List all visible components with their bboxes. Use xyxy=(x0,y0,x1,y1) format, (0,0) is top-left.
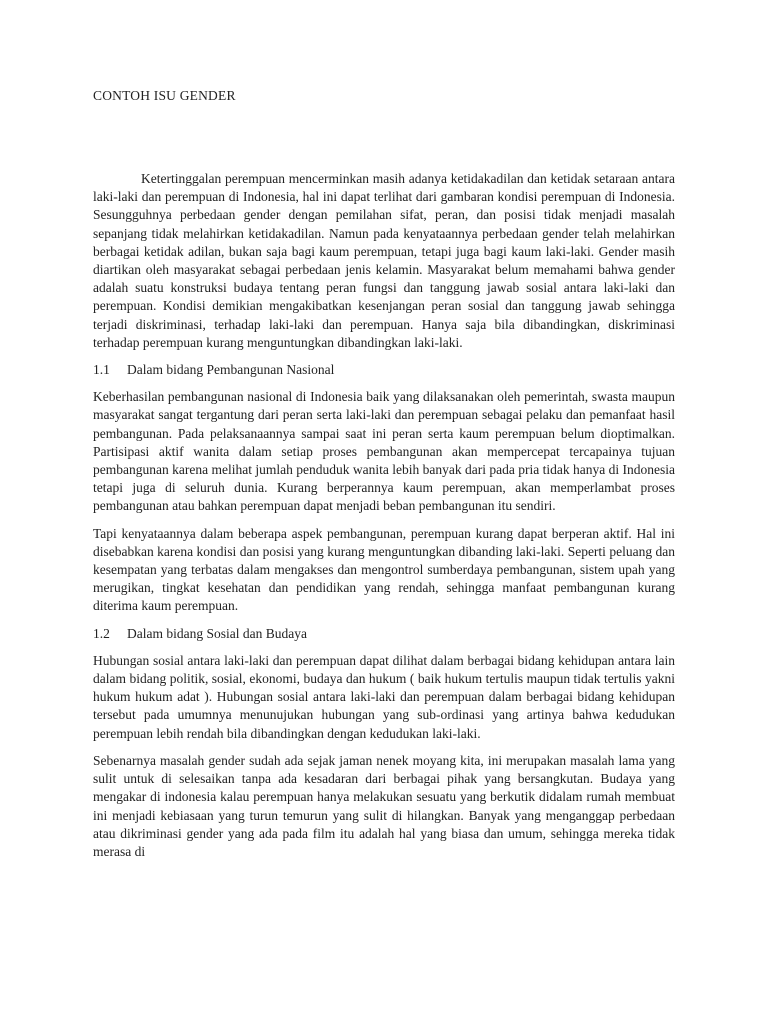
document-title: CONTOH ISU GENDER xyxy=(93,88,236,103)
section-number: 1.2 xyxy=(93,625,110,641)
section-heading-1-1 xyxy=(93,361,675,379)
section-title: Dalam bidang Sosial dan Budaya xyxy=(127,625,307,641)
intro-paragraph: Ketertinggalan perempuan mencerminkan masih adanya ketidakadilan dan ketidak setaraan antara laki-laki dan perempuan di Indonesia, hal ini dapat terlihat dari gambaran kondisi perempuan di Indonesia. Sesungguhnya perbedaan gender dengan pemilahan sifat, peran, dan posisi tidak menjadi masalah sepanjang tidak melahirkan ketidakadilan. Namun pada kenyataannya perbedaan gender telah melahirkan berbagai ketidak adilan, bukan saja bagi kaum perempuan, tetapi juga bagi kaum laki-laki. Gender masih diartikan oleh masyarakat sebagai perbedaan jenis kelamin. Masyarakat belum memahami bahwa gender adalah suatu konstruksi budaya tentang peran fungsi dan tanggung jawab sosial antara laki-laki dan perempuan. Kondisi demikian mengakibatkan kesenjangan peran sosial dan tanggung jawab sehingga terjadi diskriminasi, terhadap laki-laki dan perempuan. Hanya saja bila dibandingkan, diskriminasi terhadap perempuan kurang menguntungkan dibandingkan laki-laki. xyxy=(93,171,675,350)
document-body xyxy=(93,170,675,870)
body-paragraph: Keberhasilan pembangunan nasional di Indonesia baik yang dilaksanakan oleh pemerintah, swasta maupun masyarakat sangat tergantung dari peran serta laki-laki dan perempuan sebagai pelaku dan pemanfaat hasil pembangunan. Pada pelaksanaannya sampai saat ini peran serta kaum perempuan belum dioptimalkan. Partisipasi aktif wanita dalam setiap proses pembangunan akan mempercepat tercapainya tujuan pembangunan karena melihat jumlah penduduk wanita lebih banyak dari pada pria tidak hanya di Indonesia tetapi juga di seluruh dunia. Kurang berperannya kaum perempuan, akan memperlambat proses pembangunan atau bahkan perempuan dapat menjadi beban pembangunan itu sendiri. xyxy=(93,389,675,514)
section-number: 1.1 xyxy=(93,362,110,378)
body-paragraph: Tapi kenyataannya dalam beberapa aspek pembangunan, perempuan kurang dapat berperan aktif. Hal ini disebabkan karena kondisi dan posisi yang kurang menguntungkan dibanding laki-laki. Seperti peluang dan kesempatan yang terbatas dalam mengakses dan mengontrol sumberdaya pembangunan, sistem upah yang merugikan, tingkat kesehatan dan pendidikan yang rendah, sehingga manfaat pembangunan kurang diterima kaum perempuan. xyxy=(93,525,675,614)
body-paragraph: Hubungan sosial antara laki-laki dan perempuan dapat dilihat dalam berbagai bidang kehidupan antara lain dalam bidang politik, sosial, ekonomi, budaya dan hukum ( baik hukum tertulis maupun tidak tertulis yakni hukum hukum adat ). Hubungan sosial antara laki-laki dan perempuan dalam berbagai bidang kehidupan tersebut pada umumnya menunujukan hubungan yang sub-ordinasi yang artinya bahwa kedudukan perempuan lebih rendah bila dibandingkan dengan kedudukan laki-laki. xyxy=(93,652,675,741)
body-paragraph: Sebenarnya masalah gender sudah ada sejak jaman nenek moyang kita, ini merupakan masalah lama yang sulit untuk di selesaikan tanpa ada kesadaran dari berbagai pihak yang bersangkutan. Budaya yang mengakar di indonesia kalau perempuan hanya melakukan sesuatu yang berkutik didalam rumah membuat ini menjadi kebiasaan yang turun temurun yang sulit di hilangkan. Banyak yang menganggap perbedaan atau dikriminasi gender yang ada pada film itu adalah hal yang biasa dan umum, sehingga mereka tidak merasa di xyxy=(93,752,675,859)
section-title: Dalam bidang Pembangunan Nasional xyxy=(127,362,335,378)
section-heading-1-2 xyxy=(93,625,675,643)
